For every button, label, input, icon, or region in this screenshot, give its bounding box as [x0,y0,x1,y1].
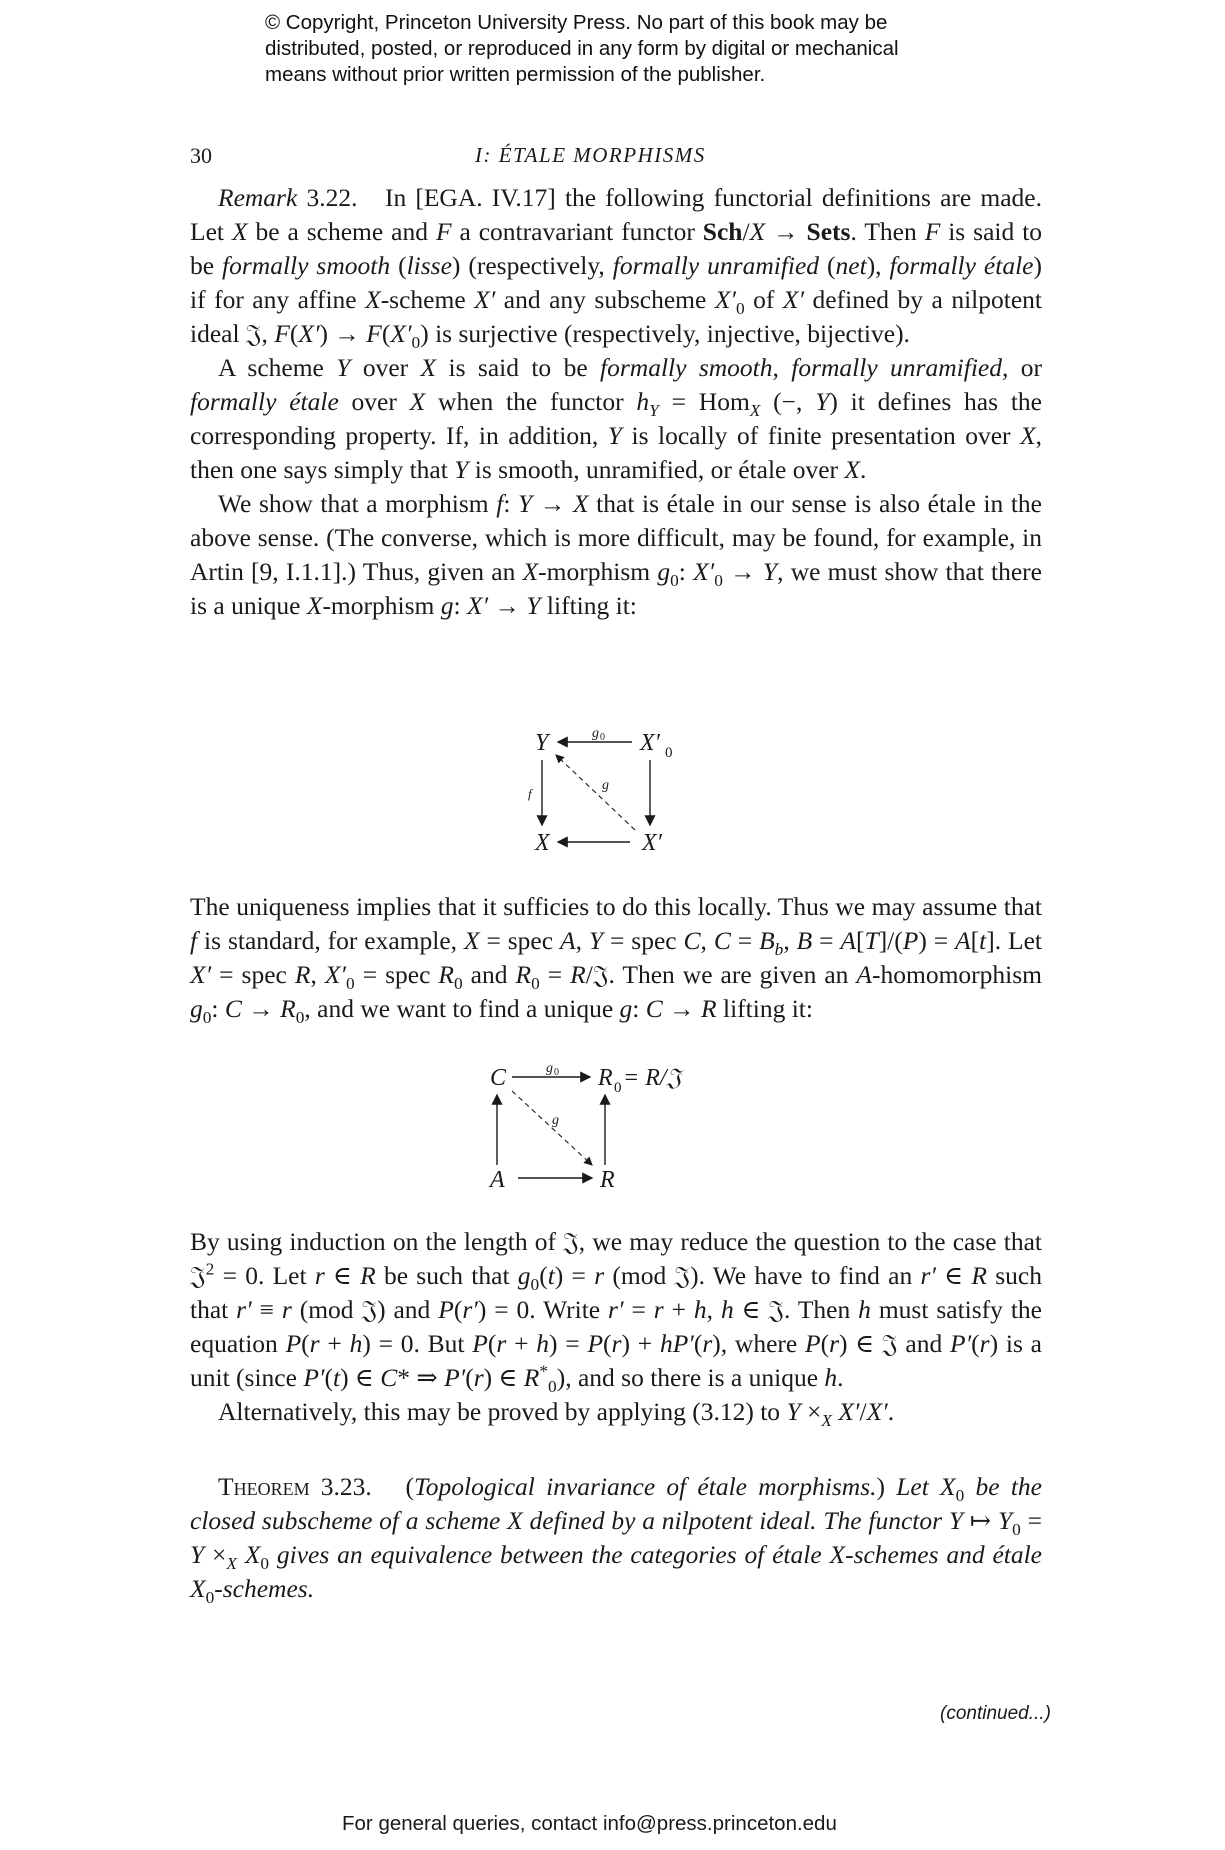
diagram2-diag-label: g [552,1113,559,1128]
diagram1-top-right-sub: 0 [665,745,673,761]
diagram2-bottom-left: A [490,1167,505,1193]
diagram1-top-right: X′ [640,730,660,756]
commutative-diagram-2 [480,1055,750,1195]
diagram1-left-label: f [528,786,532,801]
chapter-title: I: ÉTALE MORPHISMS [475,143,706,167]
commutative-diagram-1 [520,725,700,860]
diagram2-top-right-sub: 0 [614,1080,622,1096]
theorem-3-23 [190,1470,1042,1606]
continued-note: (continued...) [940,1703,1051,1724]
paragraph-5: By using induction on the length of 𝔍, we may reduce the question to the case that 𝔍$^2$ = 0. Let r ∈ R be such that $g_0(t) = r$ (mod 𝔍). We have to find an r′ ∈ R such that r′ ≡ r (mod 𝔍) and P(r′) = 0. Write r′ = r + h, h ∈ 𝔍. Then h must satisfy the equation P(r + h) = 0. But P(r + h) = P(r) + hP′(r), where P(r) ∈ 𝔍 and P′(r) is a unit (since P′(t) ∈ C* ⇒ P′(r) ∈ $R^*_0$), and so there is a unique h. [190,1227,1042,1397]
copyright-notice [265,10,1025,88]
copyright-line-1: © Copyright, Princeton University Press. No part of this book may be [265,11,888,34]
diagram2-bottom-right: R [600,1167,615,1193]
paragraph-4: The uniqueness implies that it sufficies to do this locally. Thus we may assume that f is standard, for example, X = spec A, Y = spec C, $C = B_b$, B = A[T]/(P) = A[t]. Let X′ = spec R, $X'_0$ = spec $R_0$ and $R_0$ = R/𝔍. Then we are given an A-homomorphism $g_0$: $C \to R_0$, and we want to find a unique g: C → R lifting it: [190,892,1042,1028]
theorem-statement: Theorem 3.23. (Topological invariance of étale morphisms.) Let $X_0$ be the closed subscheme of a scheme X defined by a nilpotent ideal. The functor Y ↦ $Y_0 = Y \times_X$ $X_0$ gives an equivalence between the categories of étale X-schemes and étale $X_0$-schemes. [190,1472,1042,1608]
paragraph-2: A scheme Y over X is said to be formally smooth, formally unramified, or formally étale over X when the functor $h_Y = Hom_X$ (−, Y) it defines has the corresponding property. If, in addition, Y is locally of finite presentation over X, then one says simply that Y is smooth, unramified, or étale over X. [190,353,1043,484]
diagram1-top-arrow-sub: 0 [600,732,605,743]
diagram2-top-right: R [598,1065,613,1091]
paragraph-1: Remark 3.22. In [EGA. IV.17] the following functorial definitions are made. Let X be a scheme and F a contravariant functor Sch/X → Sets. Then F is said to be formally smooth (lisse) (respectively, formally unramified (net), formally étale) if for any affine X-scheme X′ and any subscheme $X'_0$ of X′ defined by a nilpotent ideal 𝔍, $F(X') \to F(X'_0)$ is surjective (respectively, injective, bijective). [190,183,1043,353]
diagram2-top-arrow-sub: 0 [554,1067,559,1078]
uniqueness-paragraph [190,890,1042,1026]
diagram1-top-left: Y [535,730,549,756]
diagram1-diagonal-arrow [556,755,635,830]
diagram1-top-arrow-label: g [592,726,599,741]
diagram2-top-left: C [490,1065,507,1091]
diagram2-diagonal-arrow [512,1091,592,1165]
induction-paragraph [190,1225,1042,1429]
diagram1-bottom-left: X [535,830,550,856]
footer-contact: For general queries, contact info@press.princeton.edu [342,1812,837,1835]
diagram2-top-right-rest: = R/𝔍 [623,1065,682,1091]
copyright-line-2: distributed, posted, or reproduced in any form by digital or mechanical [265,37,899,60]
diagram2-top-arrow-label: g [546,1061,553,1076]
page-number: 30 [190,143,212,168]
running-head [0,143,1225,173]
paragraph-6: Alternatively, this may be proved by applying (3.12) to $Y \times_X$ X′/X′. [218,1397,895,1431]
paragraph-3: We show that a morphism f: Y → X that is étale in our sense is also étale in the above sense. (The converse, which is more difficult, may be found, for example, in Artin [9, I.1.1].) Thus, given an X-morphism $g_0$: $X'_0 \to Y$, we must show that there is a unique X-morphism g: X′ → Y lifting it: [190,489,1042,620]
diagram1-diag-label: g [602,778,609,793]
copyright-line-3: means without prior written permission of the publisher. [265,63,766,86]
diagram1-bottom-right: X′ [642,830,662,856]
remark-3-22 [190,181,1042,623]
